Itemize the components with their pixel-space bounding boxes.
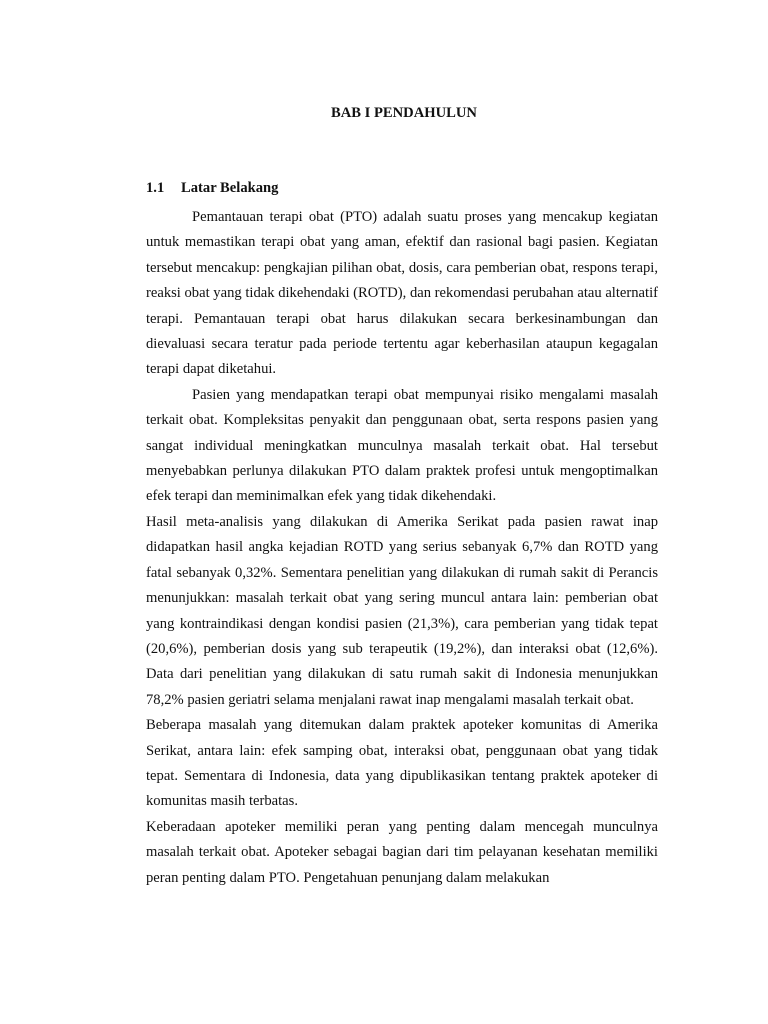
paragraph-meta-analysis: Hasil meta-analisis yang dilakukan di Amerika Serikat pada pasien rawat inap didapatkan hasil angka kejadian ROTD yang serius sebanyak 6,7% dan ROTD yang fatal sebanyak 0,32%. Sementara penelitian yang dilakukan di rumah sakit di Perancis menunjukkan: masalah terkait obat yang sering muncul antara lain: pemberian obat yang kontraindikasi dengan kondisi pasien (21,3%), cara pemberian yang tidak tepat (20,6%), pemberian dosis yang sub terapeutik (19,2%), dan interaksi obat (12,6%). Data dari penelitian yang dilakukan di satu rumah sakit di Indonesia menunjukkan 78,2% pasien geriatri selama menjalani rawat inap mengalami masalah terkait obat. <box>146 513 658 708</box>
section-heading <box>146 178 278 198</box>
body-text <box>146 205 658 891</box>
chapter-title: BAB I PENDAHULUN <box>331 105 477 121</box>
section-title: Latar Belakang <box>181 180 279 196</box>
paragraph-pto-definition: Pemantauan terapi obat (PTO) adalah suatu proses yang mencakup kegiatan untuk memastikan terapi obat yang aman, efektif dan rasional bagi pasien. Kegiatan tersebut mencakup: pengkajian pilihan obat, dosis, cara pemberian obat, respons terapi, reaksi obat yang tidak dikehendaki (ROTD), dan rekomendasi perubahan atau alternatif terapi. Pemantauan terapi obat harus dilakukan secara berkesinambungan dan dievaluasi secara teratur pada periode tertentu agar keberhasilan ataupun kegagalan terapi dapat diketahui. <box>146 209 658 378</box>
section-number: 1.1 <box>146 180 165 196</box>
paragraph-patient-risk: Pasien yang mendapatkan terapi obat mempunyai risiko mengalami masalah terkait obat. Kompleksitas penyakit dan penggunaan obat, serta respons pasien yang sangat individual meningkatkan munculnya masalah terkait obat. Hal tersebut menyebabkan perlunya dilakukan PTO dalam praktek profesi untuk mengoptimalkan efek terapi dan meminimalkan efek yang tidak dikehendaki. <box>146 386 658 505</box>
paragraph-community-pharmacist: Beberapa masalah yang ditemukan dalam praktek apoteker komunitas di Amerika Serikat, antara lain: efek samping obat, interaksi obat, penggunaan obat yang tidak tepat. Sementara di Indonesia, data yang dipublikasikan tentang praktek apoteker di komunitas masih terbatas. <box>146 717 658 810</box>
paragraph-pharmacist-role: Keberadaan apoteker memiliki peran yang penting dalam mencegah munculnya masalah terkait obat. Apoteker sebagai bagian dari tim pelayanan kesehatan memiliki peran penting dalam PTO. Pengetahuan penunjang dalam melakukan <box>146 818 658 886</box>
